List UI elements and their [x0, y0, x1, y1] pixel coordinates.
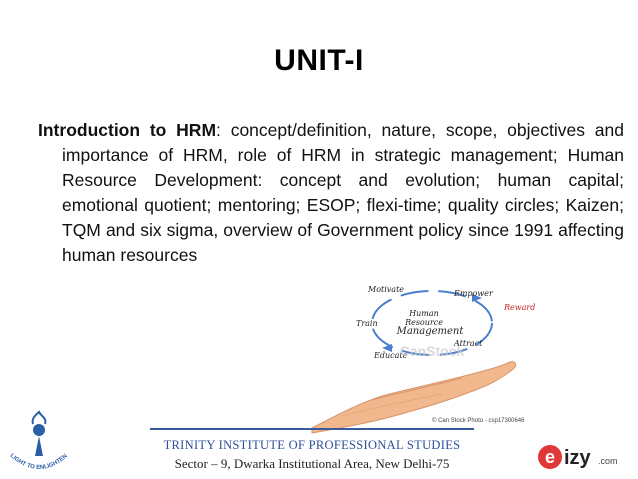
logo-right-izy: izy: [564, 447, 591, 469]
image-credit: © Can Stock Photo - csp17300646: [432, 418, 525, 424]
center-label-3: Management: [396, 326, 464, 337]
eduizy-logo: [534, 440, 634, 474]
intro-text: : concept/definition, nature, scope, objectives and importance of HRM, role of HRM in strategic management; Human Resource Development: concept and evolution; human capital; emotional quotient; mentoring; ESOP; flexi-time; quality circles; Kaizen; TQM and six sigma, overview of Government policy since 1991 affecting human resources: [62, 120, 624, 265]
center-label-2: Resource: [405, 318, 443, 327]
unit-description: [38, 118, 624, 268]
hrm-cycle-illustration: [312, 278, 536, 433]
slide-title: UNIT-I: [274, 44, 364, 77]
institute-name: TRINITY INSTITUTE OF PROFESSIONAL STUDIES: [163, 438, 461, 452]
center-label-1: Human: [409, 309, 439, 318]
label-motivate: Motivate: [368, 285, 405, 294]
label-train: Train: [356, 319, 378, 328]
logo-right-suffix: .com: [598, 456, 618, 466]
label-attract: Attract: [454, 339, 483, 348]
label-educate: Educate: [374, 351, 408, 360]
footer: [150, 428, 474, 478]
logo-right-e: e: [544, 447, 556, 467]
institute-address: Sector – 9, Dwarka Institutional Area, New Delhi-75: [174, 456, 450, 471]
torch-logo: [4, 410, 74, 476]
label-empower: Empower: [454, 289, 493, 298]
label-reward: Reward: [504, 303, 536, 312]
logo-left-text: LIGHT TO ENLIGHTEN: [8, 453, 69, 472]
watermark-text: CanStock: [399, 343, 465, 359]
intro-heading: Introduction to HRM: [38, 120, 217, 140]
